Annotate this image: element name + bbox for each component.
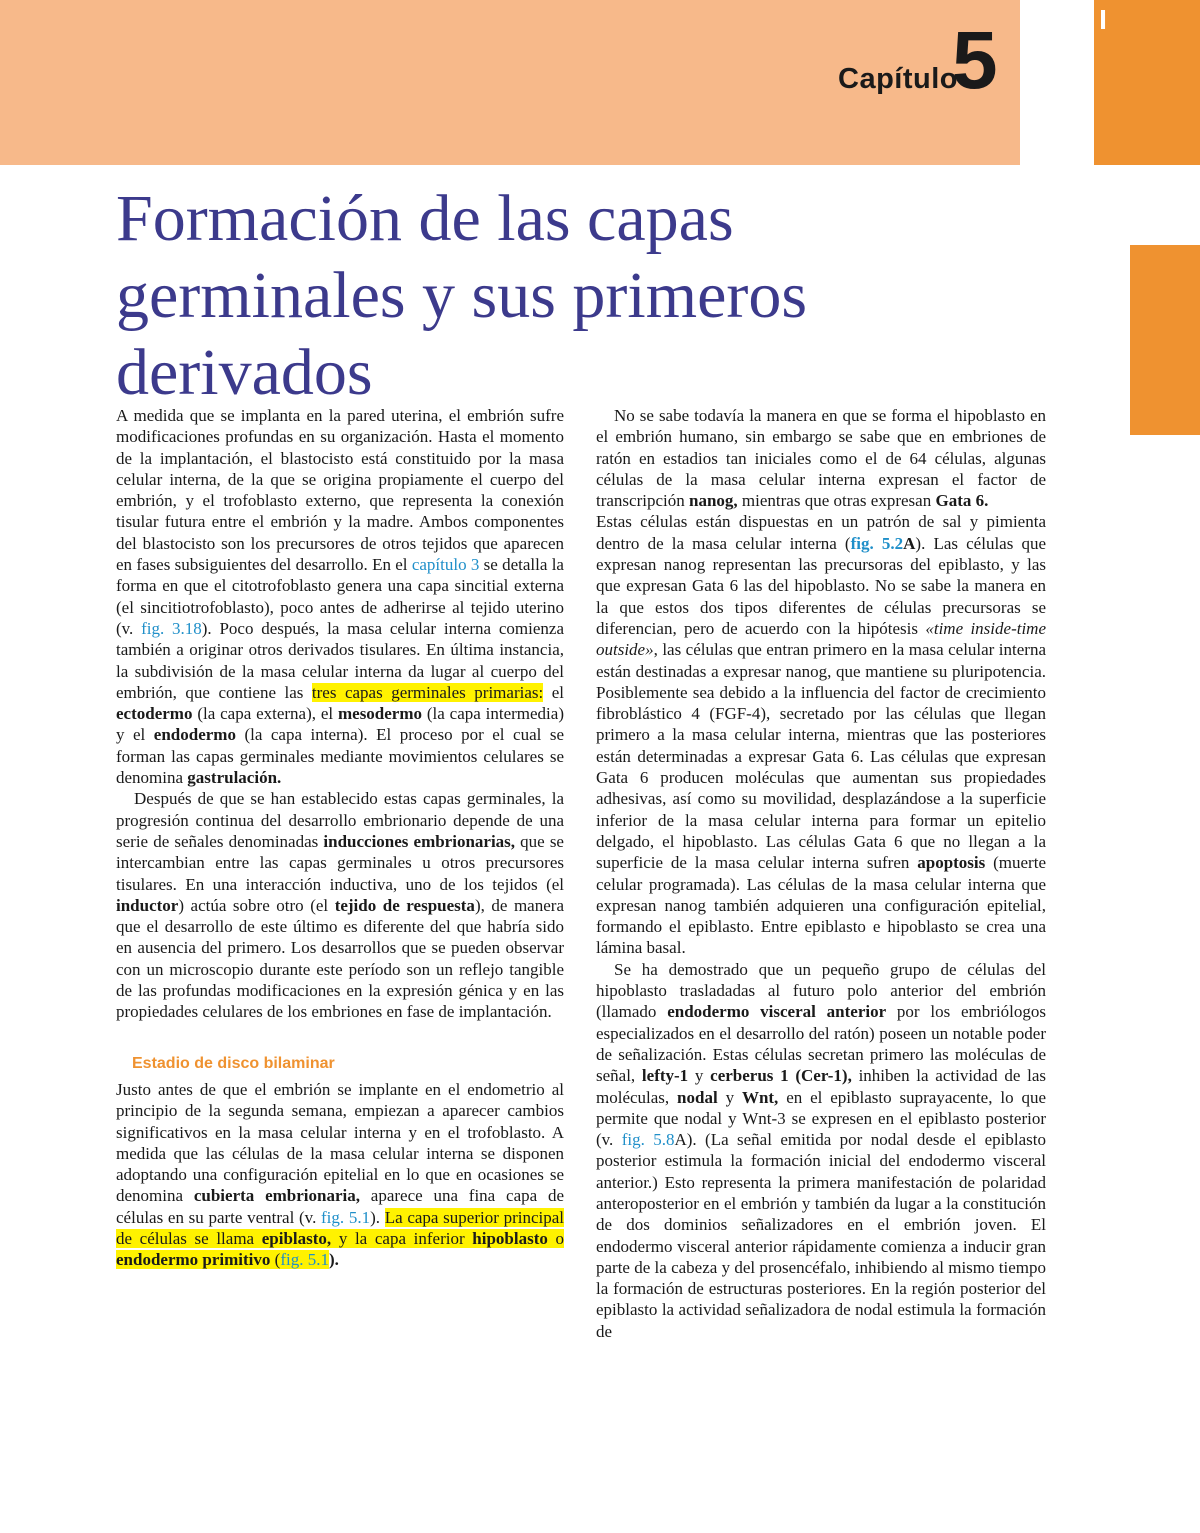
highlight-germ-layers: tres capas germinales primarias: [311,682,544,702]
paragraph-bilaminar: Justo antes de que el embrión se implante en el endometrio al principio de la segunda semana, empiezan a aparecer cambios significativos en la masa celular interna y en el trofoblasto. A medida que las células de la masa celular interna se disponen adoptando una configuración epitelial en lo que en ocasiones se denomina cubierta embrionaria, aparece una fina capa de células en su parte ventral (v. fig. 5.1). La capa superior principal de células se llama epiblasto, y la capa inferior hipoblasto o endodermo primitivo (fig. 5.1). [116,1079,565,1270]
paragraph-intro: A medida que se implanta en la pared uterina, el embrión sufre modificaciones profundas en su organización. Hasta el momento de la implantación, el blastocisto está constituido por la masa celular interna, de la que se origina propiamente el cuerpo del embrión, y el trofoblasto externo, que representa la conexión tisular futura entre el embrión y la madre. Ambos componentes del blastocisto son los precursores de otros tejidos que aparecen en fases subsiguientes del desarrollo. En el capítulo 3 se detalla la forma en que el citotrofoblasto genera una capa sincitial externa (el sincitiotrofoblasto), poco antes de adherirse al tejido uterino (v. fig. 3.18). Poco después, la masa celular interna comienza también a originar otros derivados tisulares. En última instancia, la subdivisión de la masa celular interna da lugar al cuerpo del embrión, que contiene las tres capas germinales primarias: el ectodermo (la capa externa), el mesodermo (la capa intermedia) y el endodermo (la capa interna). El proceso por el cual se forman las capas germinales mediante movimientos celulares se denomina gastrulación. [116,406,564,788]
paragraph-inductions: Después de que se han establecido estas capas germinales, la progresión continua del desarrollo embrionario depende de una serie de señales denominadas inducciones embrionarias, que se intercambian entre las capas germinales u otros precursores tisulares. En una interacción inductiva, uno de los tejidos (el inductor) actúa sobre otro (el tejido de respuesta), de manera que el desarrollo de este último es diferente del que habría sido en ausencia del primero. Los desarrollos que se pueden observar con un microscopio durante este período son un reflejo tangible de las profundas modificaciones en la expresión génica y en las propiedades celulares de los embriones en fase de implantación. [116,789,564,1022]
paragraph-signaling: Se ha demostrado que un pequeño grupo de células del hipoblasto trasladadas al futuro polo anterior del embrión (llamado endodermo visceral anterior por los embriólogos especializados en el desarrollo del ratón) poseen un notable poder de señalización. Estas células secretan primero las moléculas de señal, lefty-1 y cerberus 1 (Cer-1), inhiben la actividad de las moléculas, nodal y Wnt, en el epiblasto suprayacente, lo que permite que nodal y Wnt-3 se expresen en el epiblasto posterior (v. fig. 5.8A). (La señal emitida por nodal desde el epiblasto posterior estimula la formación inicial del endodermo visceral anterior.) Esto representa la primera manifestación de polaridad anteroposterior en el embrión y también da lugar a la constitución de dos dominios señalizadores en el embrión joven. El endodermo visceral anterior rápidamente comienza a inducir gran parte de la cabeza y del prosencéfalo, inhibiendo al mismo tiempo la formación de estructuras posteriores. En la región posterior del epiblasto la actividad señalizadora de nodal estimula la formación de [596,959,1046,1341]
section-roman-numeral: I [1099,4,1107,35]
paragraph-hypoblast: No se sabe todavía la manera en que se forma el hipoblasto en el embrión humano, sin embargo se sabe que en embriones de ratón en estadios tan iniciales como el de 64 células, algunas células de la masa celular interna expresan el factor de transcripción nanog, mientras que otras expresan Gata 6. [596,406,1046,511]
chapter-label: Capítulo [838,63,958,95]
link-fig-3-18[interactable]: fig. 3.18 [141,618,202,638]
left-column [116,405,564,1271]
link-fig-5-2[interactable]: fig. 5.2 [850,533,904,553]
section-heading-bilaminar-disc: Estadio de disco bilaminar [132,1054,335,1072]
link-fig-5-1[interactable]: fig. 5.1 [280,1250,329,1270]
link-chapter-3[interactable]: capítulo 3 [411,555,480,575]
side-tab-marker [1130,245,1200,435]
right-column [596,405,1046,1342]
chapter-title: Formación de las capas germinales y sus primeros derivados [116,182,808,409]
chapter-number: 5 [952,15,998,106]
link-fig-3-18-b[interactable]: fig. 5.1 [321,1207,371,1227]
highlight-epiblast: La capa superior principal de células se llama epiblasto, y la capa inferior hipoblasto o endodermo primitivo (fig. 5.1 [116,1207,564,1270]
link-fig-5-8[interactable]: fig. 5.8 [621,1130,675,1150]
paragraph-salt-pepper: Estas células están dispuestas en un patrón de sal y pimienta dentro de la masa celular interna (fig. 5.2A). Las células que expresan nanog representan las precursoras del epiblasto, y las que expresan Gata 6 las del hipoblasto. No se sabe la manera en la que estos dos tipos diferentes de células precursoras se diferencian, pero de acuerdo con la hipótesis «time inside-time outside», las células que entran primero en la masa celular interna están destinadas a expresar nanog, que mantiene su pluripotencia. Posiblemente sea debido a la influencia del factor de crecimiento fibroblástico 4 (FGF-4), secretado por las células que llegan primero a la masa celular interna, mientras que las posteriores están determinadas a expresar Gata 6. Las células que expresan Gata 6 producen moléculas que aumentan sus propiedades adhesivas, así como su movilidad, desplazándose a la superficie inferior de la masa celular interna para formar un epitelio delgado, el hipoblasto. Las células Gata 6 que no llegan a la superficie de la masa celular interna sufren apoptosis (muerte celular programada). Las células de la masa celular interna que expresan nanog también adquieren una configuración epitelial, formando el epiblasto. Entre epiblasto e hipoblasto se crea una lámina basal. [596,512,1047,958]
